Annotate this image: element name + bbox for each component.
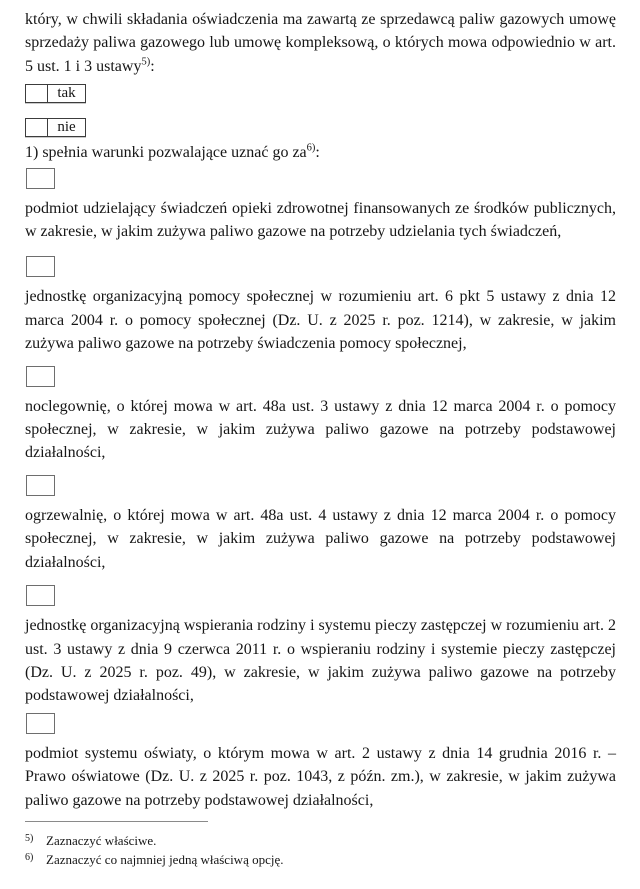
option-6-text: podmiot systemu oświaty, o którym mowa w art. 2 ustawy z dnia 14 grudnia 2016 r. – Prawo oświatowe (Dz. U. z 2025 r. poz. 1043, z późn. zm.), w zakresie, w jakim zużywa paliwo gazowe na potrzeby podstawowej działalności, bbox=[25, 744, 616, 809]
option-5-checkbox[interactable] bbox=[26, 585, 55, 606]
footnote-5 bbox=[25, 832, 585, 851]
intro-text: który, w chwili składania oświadczenia ma zawartą ze sprzedawcą paliw gazowych umowę sprzedaży paliwa gazowego lub umowę kompleksową, o których mowa odpowiednio w art. 5 ust. 1 i 3 ustawy bbox=[25, 11, 616, 75]
option-3 bbox=[25, 366, 616, 465]
intro-suffix: : bbox=[150, 57, 155, 75]
nie-checkbox[interactable] bbox=[26, 119, 48, 136]
yes-option-control bbox=[25, 84, 86, 103]
yes-option-row bbox=[25, 84, 616, 107]
footnote-5-text: Zaznaczyć właściwe. bbox=[46, 833, 157, 848]
footnote-ref-5: 5) bbox=[141, 56, 151, 68]
footnote-6 bbox=[25, 851, 585, 870]
footnotes-section bbox=[25, 821, 585, 869]
option-2-text: jednostkę organizacyjną pomocy społecznej w rozumieniu art. 6 pkt 5 ustawy z dnia 12 marca 2004 r. o pomocy społecznej (Dz. U. z 2025 r. poz. 1214), w zakresie, w jakim zużywa paliwo gazowe na potrzeby świadczenia pomocy społecznej, bbox=[25, 288, 616, 353]
option-4-checkbox[interactable] bbox=[26, 475, 55, 496]
footnote-ref-6: 6) bbox=[306, 142, 316, 154]
option-2 bbox=[25, 256, 616, 355]
option-3-text: noclegownię, o której mowa w art. 48a ust. 3 ustawy z dnia 12 marca 2004 r. o pomocy społecznej, w zakresie, w jakim zużywa paliwo gazowe na potrzeby podstawowej działalności, bbox=[25, 397, 616, 462]
no-option-row bbox=[25, 118, 616, 141]
option-4-text: ogrzewalnię, o której mowa w art. 48a ust. 4 ustawy z dnia 12 marca 2004 r. o pomocy społecznej, w zakresie, w jakim zużywa paliwo gazowe na potrzeby podstawowej działalności, bbox=[25, 506, 616, 571]
option-3-checkbox[interactable] bbox=[26, 366, 55, 387]
footnote-divider bbox=[25, 821, 208, 822]
option-1 bbox=[25, 168, 616, 244]
tak-label: tak bbox=[57, 85, 76, 102]
option-1-text: podmiot udzielający świadczeń opieki zdrowotnej finansowanych ze środków publicznych, w zakresie, w jakim zużywa paliwo gazowe na potrzeby udzielania tych świadczeń, bbox=[25, 199, 616, 241]
footnotes-list bbox=[25, 832, 585, 869]
option-2-checkbox[interactable] bbox=[26, 256, 55, 277]
condition-1-heading bbox=[25, 141, 616, 164]
condition-1-suffix: : bbox=[315, 144, 320, 162]
option-5 bbox=[25, 585, 616, 708]
tak-checkbox[interactable] bbox=[26, 85, 48, 102]
condition-1-text: 1) spełnia warunki pozwalające uznać go za bbox=[25, 144, 307, 162]
option-4 bbox=[25, 475, 616, 574]
option-6-checkbox[interactable] bbox=[26, 713, 55, 734]
option-1-checkbox[interactable] bbox=[26, 168, 55, 189]
no-option-control bbox=[25, 118, 86, 137]
intro-paragraph bbox=[25, 8, 616, 78]
footnote-6-marker: 6) bbox=[25, 851, 34, 863]
option-5-text: jednostkę organizacyjną wspierania rodziny i systemu pieczy zastępczej w rozumieniu art. 2 ust. 3 ustawy z dnia 9 czerwca 2011 r. o wspieraniu rodziny i systemie pieczy zastępczej (Dz. U. z 2025 r. poz. 49), w zakresie, w jakim zużywa paliwo gazowe na potrzeby podstawowej działalności, bbox=[25, 617, 616, 705]
nie-label: nie bbox=[57, 119, 76, 136]
footnote-6-text: Zaznaczyć co najmniej jedną właściwą opcję. bbox=[46, 851, 284, 867]
footnote-5-marker: 5) bbox=[25, 833, 34, 844]
option-6 bbox=[25, 713, 616, 812]
